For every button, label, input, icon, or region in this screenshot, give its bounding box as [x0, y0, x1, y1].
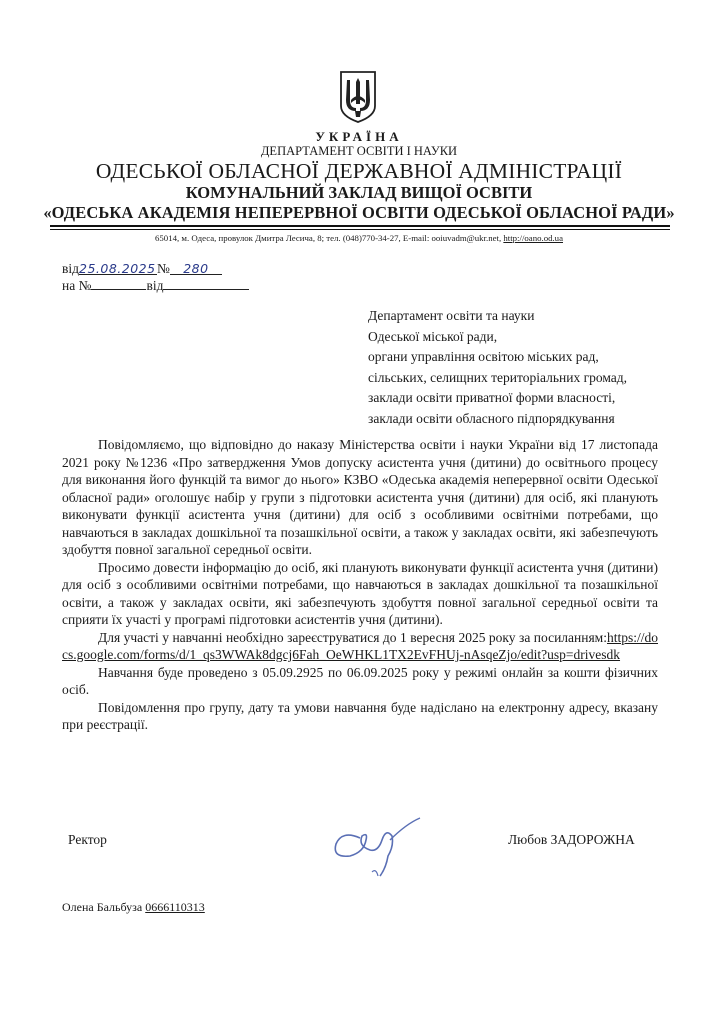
website-link[interactable]: http://oano.od.ua	[503, 233, 563, 243]
header-country: УКРАЇНА	[315, 129, 403, 144]
paragraph-announcement: Повідомляємо, що відповідно до наказу Міністерства освіти і науки України від 17 листопада 2021 року №1236 «Про затвердження Умов допуску асистента учня (дитини) до освітнього процесу для виконання його функцій та вимог до нього» КЗВО «Одеська академія неперервної освіти Одеської обласної ради» оголошує набір у групи з підготовки асистента учня (дитини) для осіб, які планують виконувати функції асистента учня (дитини) для осіб з особливими освітніми потребами, що навчаються в закладах дошкільної та позашкільної освіти, а також у закладах освіти, які забезпечують здобуття повної загальної середньої освіти.	[62, 437, 658, 557]
addressee-line: заклади освіти приватної форми власності,	[368, 390, 616, 405]
reg-from-label-2: від	[146, 278, 164, 293]
reg-from-label: від	[62, 261, 79, 276]
registration-form-link[interactable]: https://docs.google.com/forms/d/1_qs3WWAk8dgcj6Fah_OeWHKL1TX2EvFHUj-nAsqeZjo/edit?usp=drivesdk	[62, 629, 658, 662]
signatory-title: Ректор	[68, 832, 107, 847]
letter-body	[62, 436, 658, 734]
header-rule-thick	[50, 225, 670, 227]
addressee-line: сільських, селищних територіальних громад,	[368, 369, 628, 385]
header-department: ДЕПАРТАМЕНТ ОСВІТИ І НАУКИ	[260, 144, 458, 158]
header-address	[0, 233, 718, 243]
addressee-block	[368, 306, 627, 429]
handwritten-signature	[320, 810, 430, 880]
header-institution-name: «ОДЕСЬКА АКАДЕМІЯ НЕПЕРЕРВНОЇ ОСВІТИ ОДЕСЬКОЇ ОБЛАСНОЇ РАДИ»	[43, 203, 675, 222]
executor-name: Олена Бальбуза	[62, 900, 146, 914]
header-administration: ОДЕСЬКОЇ ОБЛАСНОЇ ДЕРЖАВНОЇ АДМІНІСТРАЦІЇ	[95, 159, 623, 183]
registration-text: Для участі у навчанні необхідно зареєструватися до 1 вересня 2025 року за посиланням:	[98, 629, 607, 645]
reg-date-value: 25.08.2025	[79, 261, 156, 276]
reg-on-field	[91, 276, 146, 290]
header-institution-type: КОМУНАЛЬНИЙ ЗАКЛАД ВИЩОЇ ОСВІТИ	[185, 183, 533, 202]
registration-line-2	[62, 276, 249, 294]
reg-date-field	[79, 261, 157, 275]
paragraph-notification: Повідомлення про групу, дату та умови навчання буде надіслано на електронну адресу, вказану при реєстрації.	[62, 699, 658, 732]
reg-number-label: №	[157, 261, 170, 276]
reg-number-field	[170, 261, 222, 275]
signatory-name: Любов ЗАДОРОЖНА	[508, 832, 635, 847]
executor-phone: 0666110313	[145, 900, 205, 914]
trident-emblem-icon	[339, 70, 377, 124]
address-text: 65014, м. Одеса, провулок Дмитра Лесича, 8; тел. (048)770-34-27, E-mail: ooiuvadm@ukr.net,	[155, 233, 504, 243]
reg-number-value: 280	[183, 261, 209, 276]
addressee-line: органи управління освітою міських рад,	[368, 349, 599, 364]
paragraph-registration	[62, 629, 658, 664]
reg-from-field-2	[163, 276, 249, 290]
reg-on-label: на №	[62, 278, 92, 293]
paragraph-dates: Навчання буде проведено з 05.09.2925 по 06.09.2025 року у режимі онлайн за кошти фізичних осіб.	[62, 664, 658, 697]
registration-line-1	[62, 261, 222, 277]
addressee-line: Одеської міської ради,	[368, 328, 498, 344]
paragraph-request: Просимо довести інформацію до осіб, які планують виконувати функції асистента учня (дитини) для осіб з особливими освітніми потребами, що навчаються в закладах дошкільної та позашкільної освіти, а також у закладах освіти, які забезпечують здобуття повної загальної середньої освіти та сприяти їх участі у програмі підготовки асистентів учня (дитини).	[62, 559, 658, 627]
executor-contact	[62, 900, 205, 915]
header-rule-thin	[50, 229, 670, 230]
addressee-line: заклади освіти обласного підпорядкування	[368, 410, 615, 426]
addressee-line: Департамент освіти та науки	[368, 308, 535, 323]
